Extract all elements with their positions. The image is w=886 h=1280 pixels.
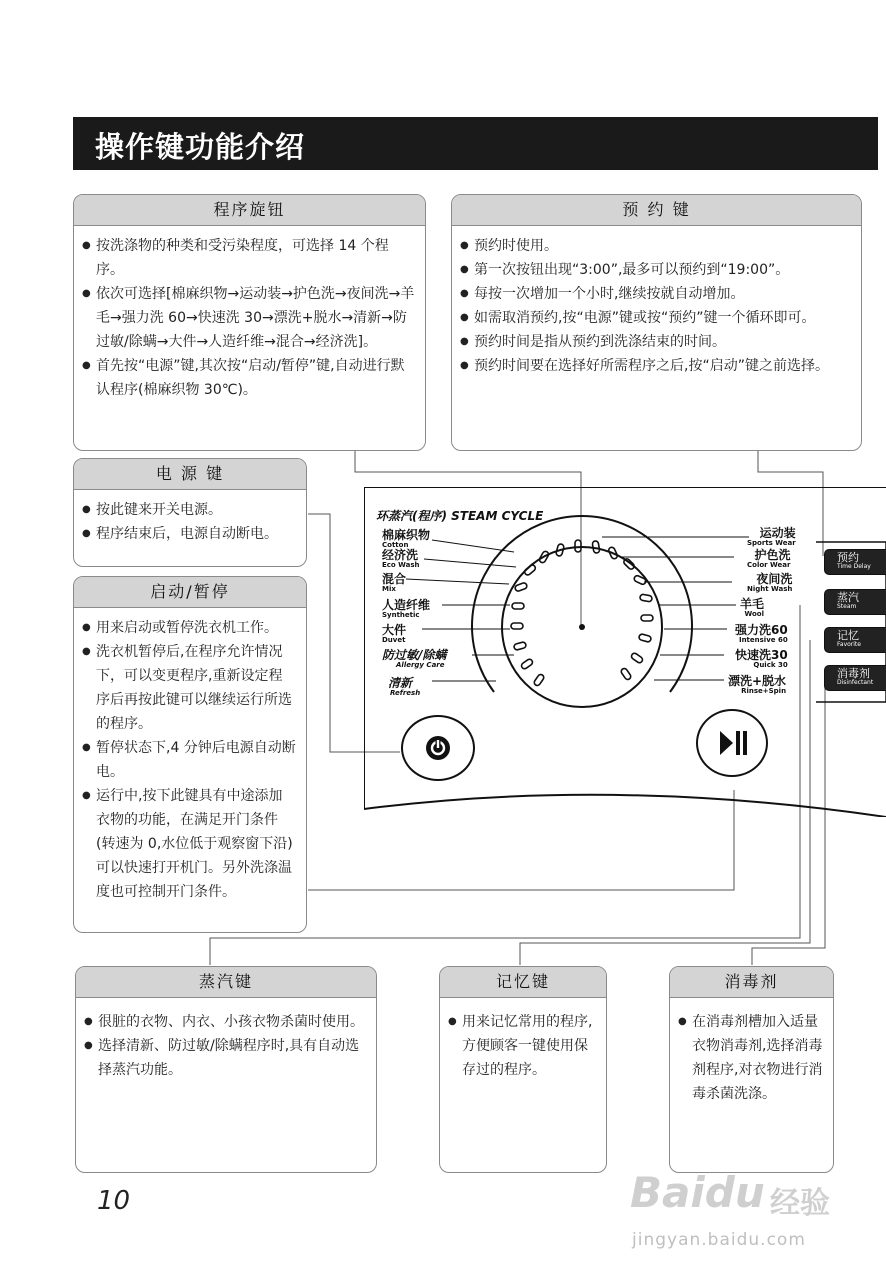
program-label-en: Color Wear: [747, 561, 791, 569]
list-item: ● 洗衣机暂停后,在程序允许情况下，可以变更程序,重新设定程序后再按此键可以继续运行所选的程序。: [82, 640, 296, 736]
program-label: 夜间洗: [756, 572, 793, 586]
list-item: ● 在消毒剂槽加入适量衣物消毒剂,选择消毒剂程序,对衣物进行消毒杀菌洗涤。: [678, 1010, 823, 1106]
list-item: ● 用来启动或暂停洗衣机工作。: [82, 616, 296, 640]
program-label-en: Refresh: [390, 689, 421, 697]
program-allergy-care[interactable]: [382, 649, 446, 669]
steam-key-box: [75, 966, 377, 1173]
steam-button[interactable]: [824, 589, 886, 615]
program-sports-wear[interactable]: [747, 527, 796, 547]
list-item: ● 首先按“电源”键,其次按“启动/暂停”键,自动进行默认程序(棉麻织物 30℃)。: [82, 354, 415, 402]
button-label-en: Time Delay: [837, 563, 871, 570]
list-item: ● 很脏的衣物、内衣、小孩衣物杀菌时使用。: [84, 1010, 366, 1034]
list-item: ● 选择清新、防过敏/除螨程序时,具有自动选择蒸汽功能。: [84, 1034, 366, 1082]
program-label-en: Cotton: [382, 541, 409, 549]
delay-key-header: 预 约 键: [452, 195, 861, 226]
disinfectant-header: 消毒剂: [670, 967, 833, 998]
program-label-en: Intensive 60: [738, 636, 788, 644]
program-label: 清新: [388, 676, 413, 690]
program-label: 经济洗: [382, 548, 419, 562]
program-night-wash[interactable]: [747, 573, 792, 593]
power-key-header: 电 源 键: [74, 459, 306, 490]
program-color-wear[interactable]: [747, 549, 790, 569]
program-synthetic[interactable]: [382, 599, 430, 619]
program-label-en: Rinse+Spin: [741, 687, 787, 695]
power-button[interactable]: [401, 715, 475, 781]
program-cotton[interactable]: [382, 529, 430, 549]
program-label: 运动装: [759, 526, 796, 540]
list-item: ● 程序结束后，电源自动断电。: [82, 522, 296, 546]
program-label: 快速洗30: [735, 648, 788, 662]
button-label-en: Disinfectant: [837, 679, 874, 686]
button-label: 消毒剂: [837, 667, 870, 680]
program-knob-box: [73, 194, 426, 451]
disinfectant-box: [669, 966, 834, 1173]
watermark: [630, 1150, 880, 1270]
program-label-en: Duvet: [382, 636, 406, 644]
delay-button[interactable]: [824, 549, 886, 575]
program-label: 羊毛: [740, 597, 765, 611]
start-pause-header: 启动/暂停: [74, 577, 306, 608]
list-item: ● 暂停状态下,4 分钟后电源自动断电。: [82, 736, 296, 784]
button-label: 预约: [837, 551, 859, 564]
list-item: ● 依次可选择[棉麻织物→运动装→护色洗→夜间洗→羊毛→强力洗 60→快速洗 30→漂洗+脱水→清新→防过敏/除螨→大件→人造纤维→混合→经济洗]。: [82, 282, 415, 354]
button-label-en: Steam: [837, 603, 857, 610]
program-intensive-60[interactable]: [735, 624, 788, 644]
control-panel: [364, 487, 886, 817]
program-label: 防过敏/除螨: [382, 648, 447, 662]
page-number: 10: [97, 1186, 131, 1216]
program-label: 强力洗60: [735, 623, 788, 637]
program-rinse-spin[interactable]: [728, 675, 786, 695]
steam-key-header: 蒸汽键: [76, 967, 376, 998]
list-item: ● 预约时间是指从预约到洗涤结束的时间。: [460, 330, 851, 354]
list-item: ● 按此键来开关电源。: [82, 498, 296, 522]
watermark-url: jingyan.baidu.com: [632, 1230, 806, 1250]
program-wool[interactable]: [740, 598, 764, 618]
favorite-button[interactable]: [824, 627, 886, 653]
program-label-en: Wool: [744, 610, 765, 618]
list-item: ● 运行中,按下此键具有中途添加衣物的功能，在满足开门条件(转速为 0,水位低于观察窗下沿)可以快速打开机门。另外洗涤温度也可控制开门条件。: [82, 784, 296, 904]
power-icon: [403, 717, 473, 779]
program-label-en: Night Wash: [747, 585, 793, 593]
program-mix[interactable]: [382, 573, 406, 593]
program-label: 人造纤维: [382, 598, 431, 612]
list-item: ● 预约时使用。: [460, 234, 851, 258]
program-refresh[interactable]: [388, 677, 420, 697]
list-item: ● 用来记忆常用的程序,方便顾客一键使用保存过的程序。: [448, 1010, 596, 1082]
program-knob-header: 程序旋钮: [74, 195, 425, 226]
list-item: ● 第一次按钮出现“3:00”,最多可以预约到“19:00”。: [460, 258, 851, 282]
button-label: 记忆: [837, 629, 859, 642]
program-label-en: Allergy Care: [396, 661, 445, 669]
memory-key-header: 记忆键: [440, 967, 606, 998]
steam-cycle-label: 环蒸汽(程序) STEAM CYCLE: [376, 509, 544, 523]
start-pause-button[interactable]: [696, 709, 768, 777]
memory-key-box: [439, 966, 607, 1173]
disinfectant-button[interactable]: [824, 665, 886, 691]
program-label-en: Quick 30: [753, 661, 788, 669]
program-label-en: Sports Wear: [747, 539, 796, 547]
start-pause-box: [73, 576, 307, 933]
program-eco-wash[interactable]: [382, 549, 420, 569]
program-label-en: Eco Wash: [382, 561, 420, 569]
watermark-brand: Baidu: [630, 1168, 765, 1217]
button-label: 蒸汽: [837, 591, 859, 604]
list-item: ● 按洗涤物的种类和受污染程度，可选择 14 个程序。: [82, 234, 415, 282]
list-item: ● 如需取消预约,按“电源”键或按“预约”键一个循环即可。: [460, 306, 851, 330]
program-duvet[interactable]: [382, 624, 406, 644]
list-item: ● 预约时间要在选择好所需程序之后,按“启动”键之前选择。: [460, 354, 851, 378]
watermark-jingyan: 经验: [770, 1186, 830, 1221]
program-label: 混合: [382, 572, 407, 586]
power-key-box: [73, 458, 307, 567]
list-item: ● 每按一次增加一个小时,继续按就自动增加。: [460, 282, 851, 306]
program-label: 大件: [382, 623, 407, 637]
play-pause-icon: [698, 711, 766, 775]
delay-key-box: [451, 194, 862, 451]
program-label: 护色洗: [754, 548, 791, 562]
button-label-en: Favorite: [837, 641, 861, 648]
program-label-en: Synthetic: [382, 611, 420, 619]
page-title: 操作键功能介绍: [95, 130, 306, 164]
program-label: 棉麻织物: [382, 528, 431, 542]
program-label-en: Mix: [382, 585, 396, 593]
program-label: 漂洗+脱水: [728, 674, 787, 688]
program-quick-30[interactable]: [735, 649, 788, 669]
